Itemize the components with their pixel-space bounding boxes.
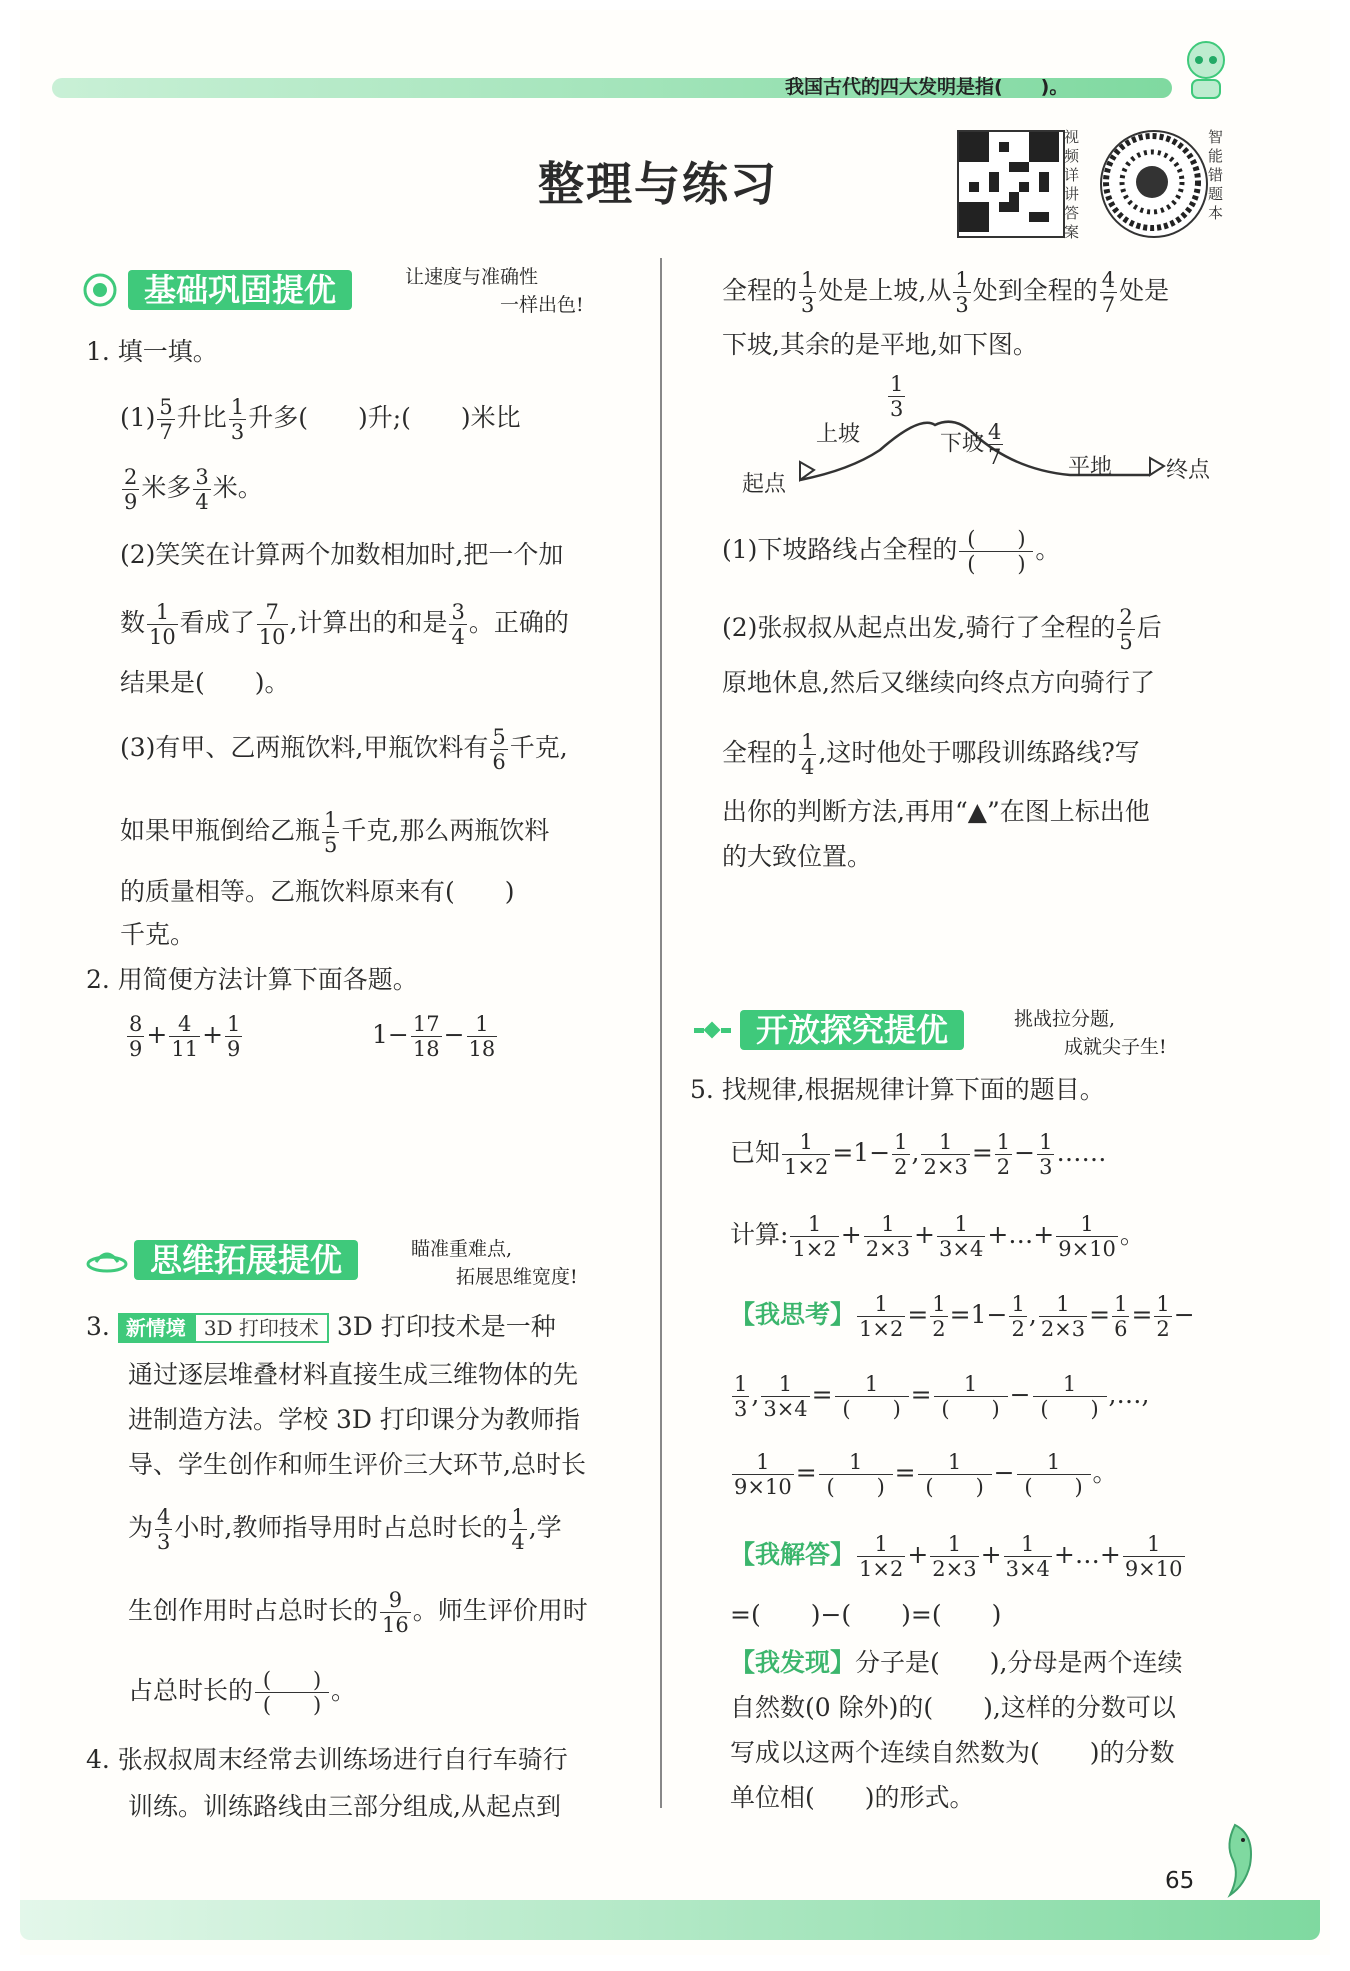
q4-sub2-line4: 出你的判断方法,再用“▲”在图上标出他 (722, 797, 1150, 826)
ufo-icon (86, 1240, 128, 1280)
q1-part3-line4: 千克。 (120, 920, 196, 949)
q4-sub2-line5: 的大致位置。 (722, 842, 873, 871)
q4-right-line2: 下坡,其余的是平地,如下图。 (722, 330, 1038, 359)
diagram-frac-top: $\frac{1}{3}$ (890, 372, 904, 421)
section-basic-tag2: 一样出色! (500, 294, 584, 316)
q5-calc: 计算: $\frac{1}{1\times 2}$ + $\frac{1}{2\times 3}$ + $\frac{1}{3\times 4}$ +…+ $\frac{1}{9\times 10}$ 。 (730, 1212, 1145, 1261)
new-context-badge: 新情境 (118, 1313, 194, 1343)
diagram-downhill: 下坡 $\frac{4}{7}$ (940, 420, 1002, 469)
section-open-tag2: 成就尖子生! (1064, 1036, 1167, 1058)
diagram-uphill: 上坡 (816, 422, 861, 447)
qr2-label: 智能错题本 (1208, 128, 1224, 222)
section-basic-title: 基础巩固提优 (128, 270, 352, 310)
q5-known: 已知 $\frac{1}{1\times 2}$ =1− $\frac{1}{2}$ , $\frac{1}{2\times 3}$ = $\frac{1}{2}$ − $\frac{1}{3}$ …… (730, 1130, 1107, 1179)
page-title: 整理与练习 (538, 157, 778, 211)
q5-think-line2: $\frac{1}{3}$ , $\frac{1}{3\times 4}$ = $\frac{1}{( )}$ = $\frac{1}{( )}$ − $\frac{1}{( )}$ ,…, (734, 1372, 1150, 1421)
q5-find-line3: 写成以这两个连续自然数为( )的分数 (730, 1738, 1175, 1767)
robot-mascot-icon (1180, 38, 1232, 102)
header-question: 我国古代的四大发明是指( )。 (785, 76, 1069, 98)
footer-bar (20, 1900, 1320, 1940)
section-thinking-tag2: 拓展思维宽度! (456, 1266, 578, 1288)
q2-expression-2: 1− $\frac{17}{18}$ − $\frac{1}{18}$ (372, 1012, 496, 1061)
q4-sub1: (1)下坡路线占全程的 $\frac{( )}{( )}$ 。 (722, 527, 1061, 576)
q5-think-line1: 【我思考】 $\frac{1}{1\times 2}$ = $\frac{1}{2}$ =1− $\frac{1}{2}$ , $\frac{1}{2\times 3}$ = $\frac{1}{6}$ = $\frac{1}{2}$ − (730, 1292, 1195, 1341)
q4-line2: 训练。训练路线由三部分组成,从起点到 (128, 1792, 561, 1821)
qr1-label: 视频详讲答案 (1064, 128, 1080, 241)
column-divider (660, 258, 662, 1808)
q4-line1: 4. 张叔叔周末经常去训练场进行自行车骑行 (86, 1745, 568, 1774)
fraction: $\frac{5}{7}$ (159, 395, 173, 444)
q3-line6: 生创作用时占总时长的 $\frac{9}{16}$ 。师生评价用时 (128, 1588, 588, 1637)
q1-part3-line3: 的质量相等。乙瓶饮料原来有( ) (120, 877, 515, 906)
mini-program-code-icon (1102, 132, 1202, 232)
q3-line1: 3. 新情境 3D 打印技术 3D 打印技术是一种 (86, 1312, 556, 1341)
q5-find-line4: 单位相( )的形式。 (730, 1783, 975, 1812)
q4-sub2-line2: 原地休息,然后又继续向终点方向骑行了 (722, 668, 1155, 697)
q1-part2-line2: 数 $\frac{1}{10}$ 看成了 $\frac{7}{10}$ ,计算出的和是 $\frac{3}{4}$ 。正确的 (120, 600, 569, 649)
q4-sub2-line1: (2)张叔叔从起点出发,骑行了全程的 $\frac{2}{5}$ 后 (722, 605, 1162, 654)
qr-code-error-book[interactable] (1100, 130, 1208, 238)
q3-line7: 占总时长的 $\frac{( )}{( )}$ 。 (128, 1668, 357, 1717)
satellite-icon (692, 1010, 734, 1050)
q1-part1-line1: (1) $\frac{5}{7}$ 升比 $\frac{1}{3}$ 升多( )升;( )米比 (120, 395, 521, 444)
q4-right-line1: 全程的 $\frac{1}{3}$ 处是上坡,从 $\frac{1}{3}$ 处到全程的 $\frac{4}{7}$ 处是 (722, 268, 1170, 317)
q5-solve-line1: 【我解答】 $\frac{1}{1\times 2}$ + $\frac{1}{2\times 3}$ + $\frac{1}{3\times 4}$ +…+ $\frac{1}{9\times 10}$ (730, 1532, 1183, 1581)
q5-heading: 5. 找规律,根据规律计算下面的题目。 (690, 1075, 1105, 1104)
section-open-header (692, 1008, 1252, 1058)
q5-find-line2: 自然数(0 除外)的( ),这样的分数可以 (730, 1693, 1176, 1722)
q1-part3-line1: (3)有甲、乙两瓶饮料,甲瓶饮料有 $\frac{5}{6}$ 千克, (120, 725, 568, 774)
q3-line2: 通过逐层堆叠材料直接生成三维物体的先 (128, 1360, 579, 1389)
q4-sub2-line3: 全程的 $\frac{1}{4}$ ,这时他处于哪段训练路线?写 (722, 730, 1140, 779)
q5-think-line3: $\frac{1}{9\times 10}$ = $\frac{1}{( )}$ = $\frac{1}{( )}$ − $\frac{1}{( )}$ 。 (734, 1450, 1118, 1499)
diagram-flat: 平地 (1068, 455, 1113, 480)
q2-expression-1: $\frac{8}{9}$ + $\frac{4}{11}$ + $\frac{1}{9}$ (129, 1012, 241, 1061)
fraction: $\frac{1}{3}$ (230, 395, 245, 444)
page-number: 65 (1165, 1868, 1195, 1894)
section-thinking-header (86, 1238, 646, 1288)
q1-heading: 1. 填一填。 (86, 337, 218, 366)
q3-line4: 导、学生创作和师生评价三大环节,总时长 (128, 1450, 586, 1479)
section-thinking-title: 思维拓展提优 (134, 1240, 358, 1280)
q3-line3: 进制造方法。学校 3D 打印课分为教师指 (128, 1405, 580, 1434)
q1-part1-line2: $\frac{2}{9}$ 米多 $\frac{3}{4}$ 米。 (124, 465, 263, 514)
section-open-title: 开放探究提优 (740, 1010, 964, 1050)
q1-part3-line2: 如果甲瓶倒给乙瓶 $\frac{1}{5}$ 千克,那么两瓶饮料 (120, 808, 550, 857)
section-thinking-tag1: 瞄准重难点, (411, 1238, 513, 1260)
answer-blank: $\frac{( )}{( )}$ (959, 527, 1033, 576)
section-open-tag1: 挑战拉分题, (1014, 1008, 1116, 1030)
diagram-end: 终点 (1166, 458, 1211, 483)
q3-line5: 为 $\frac{4}{3}$ 小时,教师指导用时占总时长的 $\frac{1}{4}$ ,学 (128, 1505, 562, 1554)
diagram-start: 起点 (742, 472, 787, 497)
q2-heading: 2. 用简便方法计算下面各题。 (86, 965, 418, 994)
dolphin-mascot-icon (1205, 1820, 1265, 1902)
q5-find-line1: 【我发现】分子是( ),分母是两个连续 (730, 1648, 1183, 1677)
section-basic-header (80, 266, 640, 316)
topic-badge: 3D 打印技术 (194, 1313, 329, 1343)
q5-solve-line2: =( )−( )=( ) (730, 1600, 1002, 1629)
q1-part2-line1: (2)笑笑在计算两个加数相加时,把一个加 (120, 540, 564, 569)
q1-part2-line3: 结果是( )。 (120, 668, 290, 697)
qr-code-video[interactable] (957, 130, 1065, 238)
section-basic-tag1: 让速度与准确性 (405, 266, 539, 288)
answer-blank: $\frac{( )}{( )}$ (255, 1668, 329, 1717)
qr-pattern-icon (959, 132, 1059, 232)
target-icon (80, 270, 122, 310)
